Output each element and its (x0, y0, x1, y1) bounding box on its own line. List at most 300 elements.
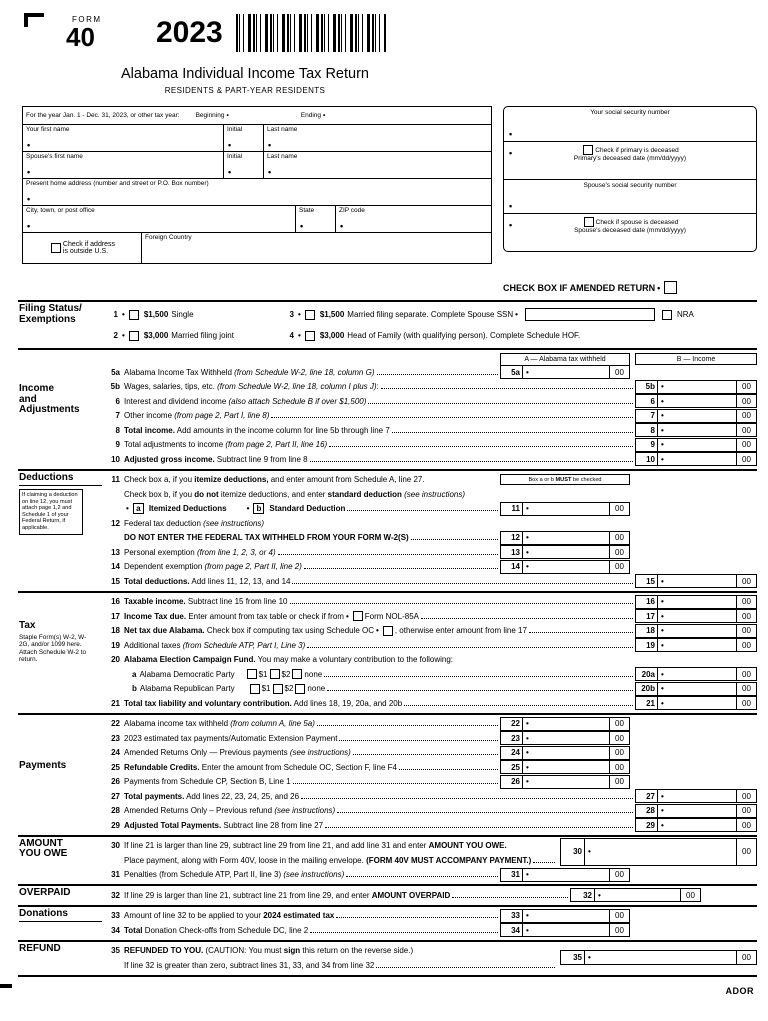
line-32-row: 32 If line 29 is larger than line 21, subtract line 21 from line 29, and enter AMOUNT OVERPAID 32 • 00 (104, 888, 757, 903)
amount-entry[interactable] (658, 668, 736, 680)
line-text: Other income (from page 2, Part I, line 8) (124, 411, 270, 421)
nol-85a-checkbox[interactable] (353, 611, 363, 621)
head-of-family-checkbox[interactable] (305, 331, 315, 341)
section-payments (18, 713, 757, 835)
amount-entry[interactable] (658, 790, 736, 802)
dotted-leader (278, 548, 498, 555)
line-7-row: 7 Other income (from page 2, Part I, line 8) 7 • 00 (104, 409, 757, 424)
line-34-amount-field[interactable]: 34 • 00 (500, 923, 630, 937)
republican-1-checkbox[interactable] (250, 684, 260, 694)
amount-entry[interactable] (658, 639, 736, 651)
cents-label: 00 (736, 625, 756, 637)
line-31-row: 31 Penalties (from Schedule ATP, Part II, line 3) (see instructions) 31 • 00 (104, 868, 757, 883)
single-checkbox[interactable] (129, 310, 139, 320)
initial-field[interactable] (223, 125, 263, 151)
foreign-country-field[interactable] (141, 233, 491, 263)
tax-year: 2023 (156, 16, 223, 49)
dotted-leader (399, 763, 498, 770)
section-label: Tax (19, 619, 36, 631)
section-refund (18, 940, 757, 975)
cents-label: 00 (736, 790, 756, 802)
line-text: Total income. Add amounts in the income column for line 5b through line 7 (124, 425, 390, 435)
married-separate-label: Married filing separate. Complete Spouse SSN (347, 310, 514, 319)
entry-bullet (126, 504, 129, 513)
cents-label: 00 (736, 424, 756, 436)
sidebar-amount-you-owe (18, 837, 104, 885)
cents-label: 00 (736, 639, 756, 651)
line-5a-row: 5a Alabama Income Tax Withheld (from Schedule W-2, line 18, column G) 5a • 00 (104, 365, 757, 380)
sidebar-donations (18, 907, 104, 940)
line-text: Adjusted gross income. Subtract line 9 from line 8 (124, 454, 308, 464)
republican-none-checkbox[interactable] (295, 684, 305, 694)
amount-entry[interactable] (658, 683, 736, 695)
line-text: Taxable income. Subtract line 15 from line 10 (124, 597, 288, 607)
amount-entry[interactable] (523, 503, 609, 515)
taxpayer-block (22, 106, 492, 264)
married-separate-checkbox[interactable] (305, 310, 315, 320)
entry-bullet (376, 626, 379, 635)
line-11-row-3 (104, 502, 757, 517)
nra-checkbox[interactable] (662, 310, 672, 320)
section-label: AMOUNT (19, 837, 63, 849)
line-text: Net tax due Alabama. Check box if computing tax using Schedule OC (124, 626, 375, 636)
democratic-none-checkbox[interactable] (292, 669, 302, 679)
section-label: OVERPAID (19, 887, 71, 898)
married-joint-checkbox[interactable] (129, 331, 139, 341)
sidebar-refund (18, 942, 104, 975)
line-7-amount-field[interactable]: 7 • 00 (635, 409, 757, 423)
cents-label: 00 (680, 889, 700, 901)
line-text: Total tax liability and voluntary contribution. Add lines 18, 19, 20a, and 20b (124, 698, 403, 708)
line-text: Check box b, if you do not itemize deductions, and enter standard deduction (see instructions) (124, 489, 466, 499)
head-of-family-label: Head of Family (with qualifying person). Complete Schedule HOF. (347, 331, 581, 340)
tax-year-label: For the year Jan. 1 - Dec. 31, 2023, or other tax year: (26, 112, 180, 119)
entry-bullet (323, 112, 325, 119)
last-name-field[interactable] (263, 125, 491, 151)
line-text: Additional taxes (from Schedule ATP, Part I, Line 3) (124, 640, 306, 650)
last-name-label: Last name (267, 126, 298, 133)
cents-label: 00 (609, 761, 629, 773)
cents-label: 00 (736, 395, 756, 407)
line-8-amount-field[interactable]: 8 • 00 (635, 423, 757, 437)
line-30-amount-field[interactable]: 30 • 00 (560, 838, 757, 866)
democratic-party-label: Alabama Democratic Party (139, 669, 235, 679)
amount-entry[interactable] (658, 697, 736, 709)
spouse-initial-label: Initial (227, 153, 243, 160)
registration-mark-bottom (0, 984, 12, 988)
foreign-country-label: Foreign Country (145, 234, 192, 241)
filing-status-row-1: 1 • $1,500 Single 3 • $1,500 Married filing separate. Complete Spouse SSN • NRA (104, 304, 757, 325)
cents-label: 00 (736, 819, 756, 831)
zip-label: ZIP code (339, 207, 365, 214)
amount-entry[interactable] (658, 575, 736, 587)
cents-label: 00 (609, 732, 629, 744)
line-5b-amount-field[interactable]: 5b • 00 (635, 380, 757, 394)
amount-entry[interactable] (523, 732, 609, 744)
spouse-initial-field[interactable] (223, 152, 263, 178)
amount-entry[interactable] (658, 410, 736, 422)
primary-deceased-date-label: Primary's deceased date (mm/dd/yyyy) (573, 155, 687, 162)
line-text: Alabama income tax withheld (from column A, line 5a) (124, 719, 315, 729)
dotted-leader (336, 911, 498, 918)
spouse-first-name-field[interactable] (23, 152, 223, 178)
section-label: Adjustments (19, 404, 80, 415)
line-28-amount-field[interactable]: 28 • 00 (635, 804, 757, 818)
line-20a-amount-field[interactable]: 20a • 00 (635, 667, 757, 681)
dotted-leader (317, 719, 498, 726)
dotted-leader (310, 455, 633, 462)
ador-logo: ADOR (725, 986, 754, 996)
spouse-deceased-date-label: Spouse's deceased date (mm/dd/yyyy) (574, 227, 686, 234)
spouse-deceased-label: Check if spouse is deceased (595, 218, 679, 226)
line-text: Place payment, along with Form 40V, loose in the mailing envelope. (FORM 40V MUST ACCOMPANY PAYMENT.) (124, 855, 532, 865)
republican-2-checkbox[interactable] (273, 684, 283, 694)
amount-entry[interactable] (585, 839, 736, 865)
cents-label: 00 (609, 718, 629, 730)
dotted-leader (337, 806, 633, 813)
dotted-leader (381, 382, 633, 389)
city-field[interactable] (23, 206, 295, 232)
your-ssn-field[interactable] (504, 107, 756, 141)
entry-bullet (27, 140, 30, 150)
line-32-amount-field[interactable]: 32 • 00 (570, 888, 701, 902)
line-text: Amended Returns Only — Previous payments (see instructions) (124, 748, 351, 758)
line-35-row-2 (104, 958, 557, 973)
line-31-amount-field[interactable]: 31 • 00 (500, 868, 630, 882)
dotted-leader (346, 870, 498, 877)
zip-field[interactable] (335, 206, 491, 232)
line-text: If line 29 is larger than line 21, subtract line 21 from line 29, and enter AMOUNT OVERPAID (124, 890, 451, 900)
line-text: Amount of line 32 to be applied to your 2024 estimated tax (124, 911, 335, 921)
line-35-amount-field[interactable]: 35 • 00 (560, 950, 757, 965)
dotted-leader (293, 777, 498, 784)
amended-return-checkbox[interactable] (664, 281, 677, 294)
line-17-amount-field[interactable]: 17 • 00 (635, 609, 757, 623)
line-19-amount-field[interactable]: 19 • 00 (635, 638, 757, 652)
amount-entry[interactable] (523, 532, 609, 544)
entry-bullet (247, 504, 250, 513)
line-20a-row: a Alabama Democratic Party $1 $2 none 20a • 00 (104, 667, 757, 682)
line-34-row: 34 Total Donation Check-offs from Schedule DC, line 2 34 • 00 (104, 923, 757, 938)
entry-bullet (340, 221, 343, 231)
amount-entry[interactable] (658, 424, 736, 436)
line-text: Payments from Schedule CP, Section B, Line 1 (124, 777, 291, 787)
line-11-row-1: 11 Check box a, if you itemize deductions, and enter amount from Schedule A, line 27. Box a or b MUST be checked (104, 473, 757, 488)
line-text: Total Donation Check-offs from Schedule DC, line 2 (124, 925, 309, 935)
dotted-leader (339, 734, 498, 741)
democratic-2-checkbox[interactable] (270, 669, 280, 679)
line-20-row: 20 Alabama Election Campaign Fund. You may make a voluntary contribution to the following: (111, 655, 454, 665)
line-text: Total payments. Add lines 22, 23, 24, 25, and 26 (124, 791, 300, 801)
section-income (18, 348, 757, 469)
line-30-row-1: 30 If line 21 is larger than line 29, subtract line 29 from line 21, and add line 31 and enter AMOUNT YOU OWE. (111, 841, 507, 851)
box-a-or-b-note: Box a or b MUST be checked (500, 474, 630, 485)
line-29-amount-field[interactable]: 29 • 00 (635, 818, 757, 832)
amount-entry[interactable] (658, 610, 736, 622)
line-20b-row: b Alabama Republican Party $1 $2 none 20b • 00 (104, 682, 757, 697)
amount-entry[interactable] (658, 453, 736, 465)
amount-entry[interactable] (523, 546, 609, 558)
first-name-label: Your first name (26, 126, 70, 133)
line-24-amount-field[interactable]: 24 • 00 (500, 746, 630, 760)
entry-bullet (509, 148, 512, 158)
dotted-leader (533, 856, 555, 863)
cents-label: 00 (736, 668, 756, 680)
line-15-amount-field[interactable]: 15 • 00 (635, 574, 757, 588)
line-26-amount-field[interactable]: 26 • 00 (500, 775, 630, 789)
dotted-leader (404, 699, 633, 706)
schedule-oc-checkbox[interactable] (383, 626, 393, 636)
line-text: REFUNDED TO YOU. (CAUTION: You must sign this return on the reverse side.) (124, 946, 414, 956)
itemized-checkbox[interactable]: a (133, 503, 144, 514)
outside-us-cell (23, 233, 141, 263)
dotted-leader (347, 504, 498, 511)
dotted-leader (421, 612, 633, 619)
entry-bullet (268, 167, 271, 177)
section-overpaid (18, 884, 757, 905)
spouse-last-name-field[interactable] (263, 152, 491, 178)
entry-bullet (346, 612, 349, 621)
ssn-panel (503, 106, 757, 252)
line-20b-amount-field[interactable]: 20b • 00 (635, 682, 757, 696)
cents-label: 00 (736, 596, 756, 608)
line-text: Interest and dividend income (also attach Schedule B if over $1,500) (124, 396, 367, 406)
line-12-amount-field[interactable]: 12 • 00 (500, 531, 630, 545)
line-21-row: 21 Total tax liability and voluntary contribution. Add lines 18, 19, 20a, and 20b 21 • 00 (104, 696, 757, 711)
amount-entry[interactable] (523, 924, 609, 936)
single-label: Single (171, 310, 194, 319)
entry-bullet (228, 167, 231, 177)
spouse-first-name-label: Spouse's first name (26, 153, 83, 160)
dotted-leader (411, 533, 498, 540)
amount-entry[interactable] (523, 869, 609, 881)
line-13-row: 13 Personal exemption (from line 1, 2, 3, or 4) 13 • 00 (104, 545, 757, 560)
line-33-amount-field[interactable]: 33 • 00 (500, 909, 630, 923)
line-29-row: 29 Adjusted Total Payments. Subtract line 28 from line 27 29 • 00 (104, 818, 757, 833)
amount-entry[interactable] (658, 819, 736, 831)
amount-entry[interactable] (658, 596, 736, 608)
dotted-leader (376, 961, 555, 968)
spouse-deceased-checkbox[interactable] (584, 217, 594, 227)
form-word: FORM (72, 15, 102, 24)
home-address-label: Present home address (number and street or P.O. Box number) (26, 180, 209, 187)
line-text: Dependent exemption (from page 2, Part II, line 2) (124, 562, 302, 572)
amount-entry[interactable] (585, 951, 736, 964)
line-10-row: 10 Adjusted gross income. Subtract line 9 from line 8 10 • 00 (104, 452, 757, 467)
city-label: City, town, or post office (26, 207, 95, 214)
line-6-amount-field[interactable]: 6 • 00 (635, 394, 757, 408)
spouse-last-name-label: Last name (267, 153, 298, 160)
form-number: 40 (66, 22, 95, 52)
dotted-leader (529, 626, 633, 633)
line-14-amount-field[interactable]: 14 • 00 (500, 560, 630, 574)
primary-deceased-checkbox[interactable] (583, 145, 593, 155)
line-10-amount-field[interactable]: 10 • 00 (635, 452, 757, 466)
section-label: and (19, 393, 37, 405)
section-tax (18, 591, 757, 713)
dotted-leader (353, 748, 498, 755)
line-text: Adjusted Total Payments. Subtract line 28 from line 27 (124, 820, 324, 830)
line-21-amount-field[interactable]: 21 • 00 (635, 696, 757, 710)
dotted-leader (368, 397, 633, 404)
column-b-header: B — Income (635, 353, 757, 365)
entry-bullet (300, 221, 303, 231)
line-text: Total deductions. Add lines 11, 12, 13, and 14 (124, 576, 291, 586)
line-5b-row: 5b Wages, salaries, tips, etc. (from Schedule W-2, line 18, column I plus J): 5b • 00 (104, 380, 757, 395)
first-name-field[interactable] (23, 125, 223, 151)
cents-label: 00 (609, 747, 629, 759)
cents-label: 00 (736, 839, 756, 865)
standard-checkbox[interactable]: b (253, 503, 264, 514)
amount-entry[interactable] (658, 805, 736, 817)
entry-bullet (27, 194, 30, 204)
married-joint-label: Married filing joint (171, 331, 234, 340)
dotted-leader (307, 641, 633, 648)
dotted-leader (392, 426, 633, 433)
line-text: Income Tax due. Enter amount from tax table or check if from (124, 611, 344, 621)
line-25-amount-field[interactable]: 25 • 00 (500, 760, 630, 774)
line-5a-amount-field[interactable]: 5a • 00 (500, 365, 630, 379)
line-9-amount-field[interactable]: 9 • 00 (635, 438, 757, 452)
line-22-amount-field[interactable]: 22 • 00 (500, 717, 630, 731)
entry-bullet (268, 140, 271, 150)
spouse-ssn-field[interactable] (504, 179, 756, 213)
amount-entry[interactable] (658, 395, 736, 407)
line-27-row: 27 Total payments. Add lines 22, 23, 24, 25, and 26 27 • 00 (104, 789, 757, 804)
amount-entry[interactable] (523, 747, 609, 759)
entry-bullet (228, 140, 231, 150)
cents-label: 00 (609, 503, 629, 515)
registration-mark (24, 13, 44, 27)
amount-entry[interactable] (523, 761, 609, 773)
amount-entry[interactable] (658, 381, 736, 393)
entry-bullet (509, 220, 512, 230)
amount-entry[interactable] (523, 776, 609, 788)
cents-label: 00 (609, 776, 629, 788)
outside-us-label: Check if address is outside U.S. (62, 241, 116, 255)
entry-bullet (515, 310, 518, 319)
column-headers-row (104, 352, 757, 365)
dotted-leader (329, 440, 633, 447)
sidebar-deductions (18, 471, 104, 591)
line-text: Amended Returns Only – Previous refund (see instructions) (124, 806, 336, 816)
line-30-row-2 (104, 853, 557, 868)
line-text: 2023 estimated tax payments/Automatic Extension Payment (124, 733, 338, 743)
section-deductions (18, 469, 757, 591)
amount-entry[interactable] (523, 910, 609, 922)
state-label: State (299, 207, 315, 214)
state-field[interactable] (295, 206, 335, 232)
line-18-amount-field[interactable]: 18 • 00 (635, 624, 757, 638)
section-filing-status (18, 300, 757, 348)
line-18-row: 18 Net tax due Alabama. Check box if computing tax using Schedule OC • , otherwise enter amount from line 17 18 • 00 (104, 624, 757, 639)
line-9-row: 9 Total adjustments to income (from page 2, Part II, line 16) 9 • 00 (104, 438, 757, 453)
line-text: Alabama Election Campaign Fund. You may make a voluntary contribution to the following: (124, 655, 454, 665)
line-text: Personal exemption (from line 1, 2, 3, or 4) (124, 547, 276, 557)
amount-entry[interactable] (658, 625, 736, 637)
cents-label: 00 (609, 532, 629, 544)
line-22-row: 22 Alabama income tax withheld (from column A, line 5a) 22 • 00 (104, 717, 757, 732)
cents-label: 00 (609, 869, 629, 881)
line-text: If line 32 is greater than zero, subtract lines 31, 33, and 34 from line 32 (124, 960, 375, 970)
section-donations (18, 905, 757, 940)
cents-label: 00 (609, 366, 629, 378)
nra-label: NRA (676, 310, 694, 319)
spouse-ssn-label: Spouse's social security number (583, 182, 677, 189)
section-label: Donations (19, 909, 102, 923)
tax-year-cell[interactable] (23, 107, 491, 124)
form-subtitle: RESIDENTS & PART-YEAR RESIDENTS (164, 86, 326, 95)
cents-label: 00 (609, 910, 629, 922)
entry-bullet (122, 331, 125, 340)
entry-bullet (657, 283, 660, 293)
line-28-row: 28 Amended Returns Only – Previous refund (see instructions) 28 • 00 (104, 804, 757, 819)
line-text: Federal tax deduction (see instructions) (124, 518, 265, 528)
line-25-row: 25 Refundable Credits. Enter the amount from Schedule OC, Section F, line F4 25 • 00 (104, 760, 757, 775)
home-address-field[interactable] (23, 179, 491, 205)
line-6-row: 6 Interest and dividend income (also attach Schedule B if over $1,500) 6 • 00 (104, 394, 757, 409)
dotted-leader (292, 577, 633, 584)
line-text: Penalties (from Schedule ATP, Part II, line 3) (see instructions) (124, 870, 345, 880)
dotted-leader (324, 670, 633, 677)
line-14-row: 14 Dependent exemption (from page 2, Part II, line 2) 14 • 00 (104, 560, 757, 575)
deductions-note: If claiming a deduction on line 12, you must attach page 1,2 and Schedule 1 of your Federal Return, if applicable. (19, 489, 83, 535)
line-16-amount-field[interactable]: 16 • 00 (635, 595, 757, 609)
line-19-row: 19 Additional taxes (from Schedule ATP, Part I, Line 3) 19 • 00 (104, 638, 757, 653)
line-text: Total adjustments to income (from page 2, Part II, line 16) (124, 440, 328, 450)
line-26-row: 26 Payments from Schedule CP, Section B, Line 1 26 • 00 (104, 775, 757, 790)
dotted-leader (325, 821, 633, 828)
spouse-ssn-entry[interactable] (525, 308, 655, 321)
dotted-leader (290, 597, 634, 604)
form-title: Alabama Individual Income Tax Return (121, 66, 369, 82)
entry-bullet (122, 310, 125, 319)
dotted-leader (310, 926, 498, 933)
cents-label: 00 (736, 951, 756, 964)
line-17-row: 17 Income Tax due. Enter amount from tax table or check if from • Form NOL-85A 17 • 00 (104, 609, 757, 624)
amount-entry[interactable] (595, 889, 680, 901)
entry-bullet (27, 167, 30, 177)
spouse-deceased-section (504, 213, 756, 251)
entry-bullet (509, 201, 512, 211)
amount-entry[interactable] (523, 366, 609, 378)
dotted-leader (304, 562, 498, 569)
form-body (18, 300, 757, 977)
initial-label: Initial (227, 126, 243, 133)
sidebar-payments (18, 715, 104, 835)
cents-label: 00 (736, 439, 756, 451)
standard-label: Standard Deduction (269, 504, 346, 514)
line-23-row: 23 2023 estimated tax payments/Automatic Extension Payment 23 • 00 (104, 731, 757, 746)
ending-label: Ending (300, 112, 322, 119)
line-8-row: 8 Total income. Add amounts in the income column for line 5b through line 7 8 • 00 (104, 423, 757, 438)
democratic-1-checkbox[interactable] (247, 669, 257, 679)
line-13-amount-field[interactable]: 13 • 00 (500, 545, 630, 559)
line-11-amount-field[interactable]: 11 • 00 (500, 502, 630, 516)
line-text: Refundable Credits. Enter the amount from Schedule OC, Section F, line F4 (124, 762, 398, 772)
section-label: Income (19, 383, 55, 394)
amount-entry[interactable] (658, 439, 736, 451)
line-23-amount-field[interactable]: 23 • 00 (500, 731, 630, 745)
amount-entry[interactable] (523, 718, 609, 730)
outside-us-checkbox[interactable] (51, 243, 61, 253)
cents-label: 00 (609, 546, 629, 558)
amount-entry[interactable] (523, 561, 609, 573)
cents-label: 00 (736, 575, 756, 587)
line-27-amount-field[interactable]: 27 • 00 (635, 789, 757, 803)
barcode (236, 14, 386, 52)
line-12-row-1: 12 Federal tax deduction (see instructions) (111, 518, 265, 528)
